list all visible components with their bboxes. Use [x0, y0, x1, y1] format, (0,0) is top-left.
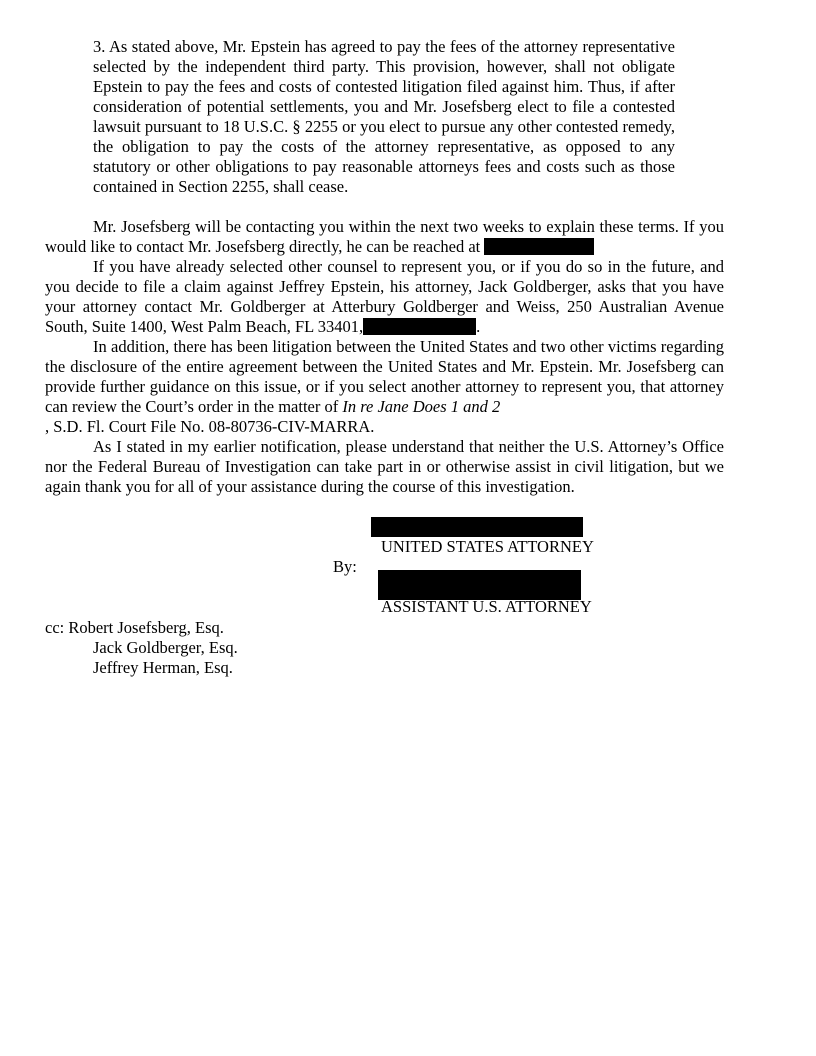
redacted-phone-goldberger	[363, 318, 476, 335]
paragraph-litigation-text: In addition, there has been litigation between the United States and two other victims regarding the disclosure of the entire agreement between the United States and Mr. Epstein. Mr. Josefsberg can provide further guidance on this issue, or if you select another attorney to represent you, that attorney can review the Court’s order in the matter of	[45, 337, 724, 416]
cc-label: cc: Robert Josefsberg, Esq.	[45, 618, 224, 637]
redacted-us-attorney-signature	[371, 517, 583, 537]
cc-recipient: Jeffrey Herman, Esq.	[93, 658, 233, 677]
case-name: In re Jane Does 1 and 2	[342, 397, 501, 416]
numbered-item-3: 3. As stated above, Mr. Epstein has agreed to pay the fees of the attorney representative selected by the independent third party. This provision, however, shall not obligate Epstein to pay the fees and costs of contested litigation filed against him. Thus, if after consideration of potential settlements, you and Mr. Josefsberg elect to file a contested lawsuit pursuant to 18 U.S.C. § 2255 or you elect to pursue any other contested remedy, the obligation to pay the costs of the attorney representative, as opposed to any statutory or other obligations to pay reasonable attorneys fees and costs such as those contained in Section 2255, shall cease.	[93, 37, 675, 196]
paragraph-other-counsel-text: If you have already selected other counsel to represent you, or if you do so in the future, and you decide to file a claim against Jeffrey Epstein, his attorney, Jack Goldberger, asks that you have your attorney contact Mr. Goldberger at Atterbury Goldberger and Weiss, 250 Australian Avenue South, Suite 1400, West Palm Beach, FL 33401,	[45, 257, 724, 336]
paragraph-other-counsel	[45, 257, 724, 337]
by-label: By:	[333, 557, 357, 576]
paragraph-other-counsel-end: .	[476, 317, 481, 336]
letter-body	[45, 217, 724, 497]
case-file-number: , S.D. Fl. Court File No. 08-80736-CIV-MARRA.	[45, 417, 375, 436]
redacted-phone-josefsberg	[484, 238, 594, 255]
us-attorney-title: UNITED STATES ATTORNEY	[381, 537, 594, 556]
paragraph-contact-text: Mr. Josefsberg will be contacting you within the next two weeks to explain these terms. If you would like to contact Mr. Josefsberg directly, he can be reached at	[45, 217, 724, 256]
paragraph-contact	[45, 217, 724, 257]
ausa-title: ASSISTANT U.S. ATTORNEY	[381, 597, 592, 616]
paragraph-litigation	[45, 337, 724, 437]
cc-recipient: Jack Goldberger, Esq.	[93, 638, 238, 657]
paragraph-closing: As I stated in my earlier notification, please understand that neither the U.S. Attorney’s Office nor the Federal Bureau of Investigation can take part in or otherwise assist in civil litigation, but we again thank you for all of your assistance during the course of this investigation.	[45, 437, 724, 496]
redacted-ausa-signature	[378, 570, 581, 600]
